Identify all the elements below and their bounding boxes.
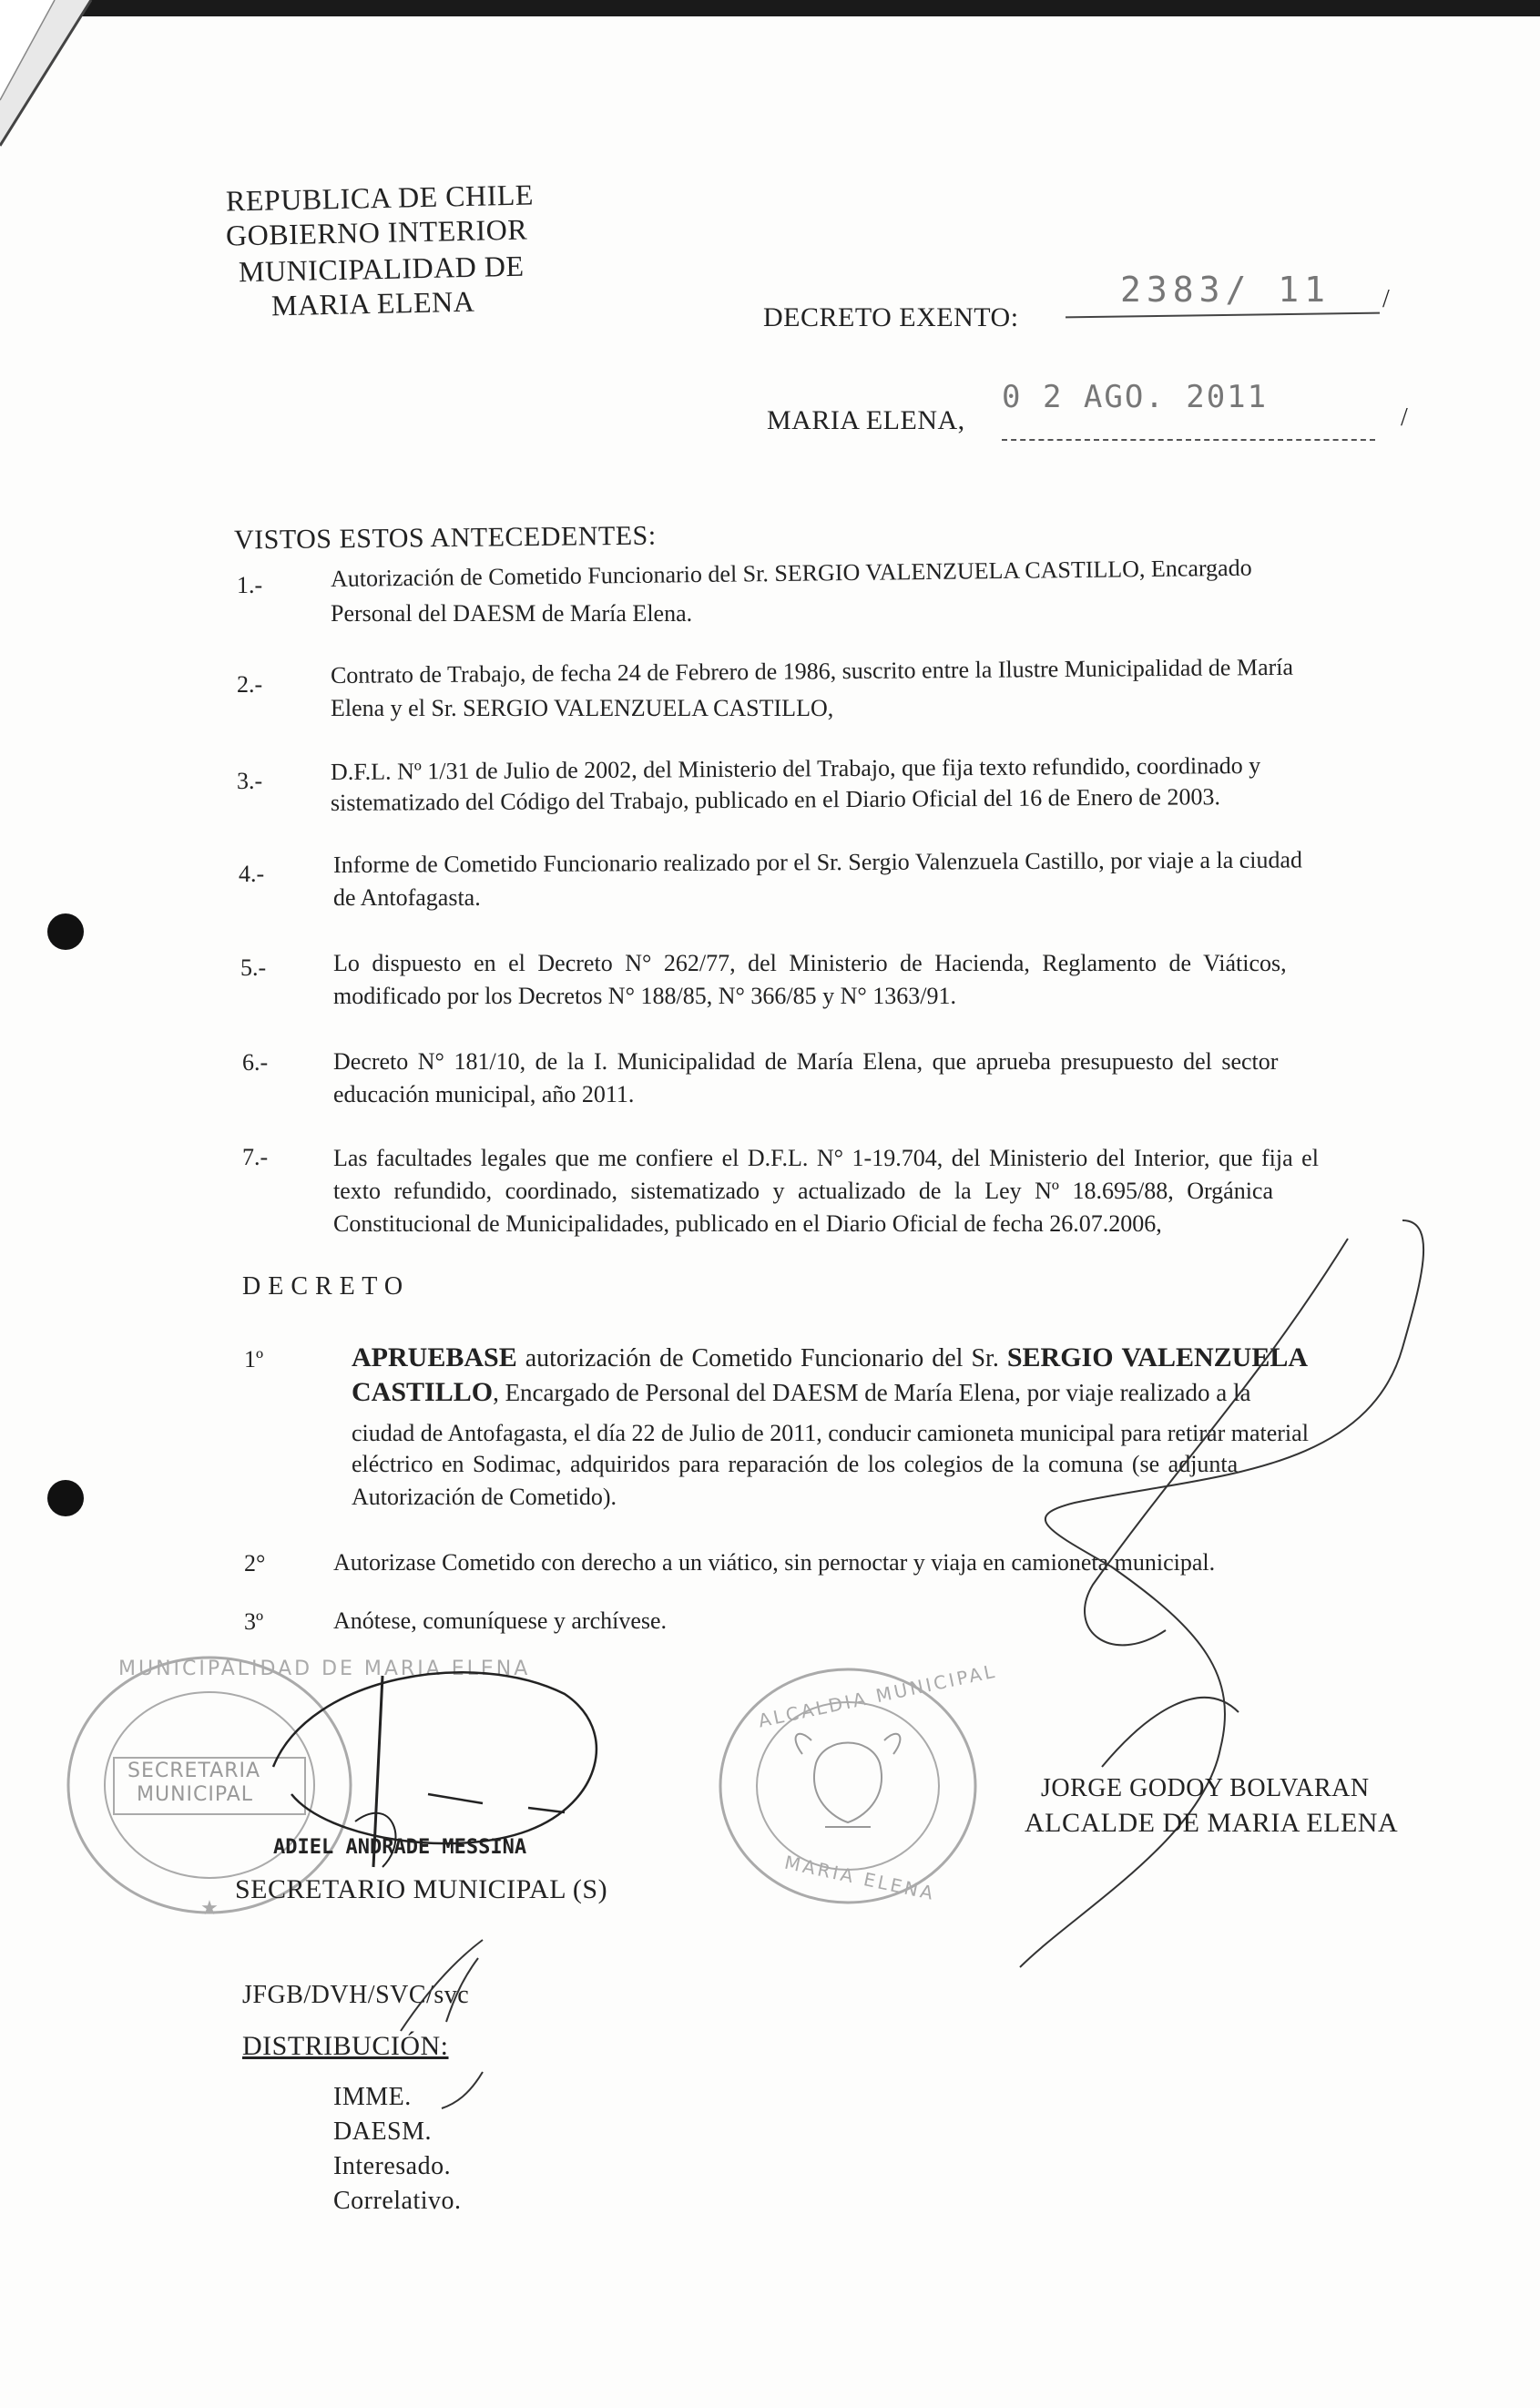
vistos-item-4-line-2: de Antofagasta. <box>333 884 481 911</box>
employee-name-part-2: CASTILLO <box>352 1377 494 1407</box>
decreto-item-2-number: 2° <box>244 1550 266 1576</box>
vistos-item-2-line-1: Contrato de Trabajo, de fecha 24 de Febrero de 1986, suscrito entre la Ilustre Municipalidad de María <box>330 653 1294 689</box>
vistos-item-5-line-1: Lo dispuesto en el Decreto N° 262/77, del Ministerio de Hacienda, Reglamento de Viáticos, <box>333 950 1287 976</box>
vistos-item-1-line-2: Personal del DAESM de María Elena. <box>331 600 693 627</box>
date-stamp: 0 2 AGO. 2011 <box>1002 379 1269 415</box>
alcalde-name: JORGE GODOY BOLVARAN <box>1041 1774 1370 1802</box>
date-slash: / <box>1401 403 1409 432</box>
decree-number-slash: / <box>1382 285 1391 313</box>
punch-hole-top <box>47 913 84 950</box>
vistos-item-6-line-2: educación municipal, año 2011. <box>333 1081 635 1107</box>
vistos-item-7-line-2: texto refundido, coordinado, sistematizado y actualizado de la Ley Nº 18.695/88, Orgánica <box>333 1178 1274 1204</box>
vistos-item-1-number: 1.- <box>237 572 263 598</box>
vistos-item-2-number: 2.- <box>237 671 263 698</box>
left-stamp-center-2: MUNICIPAL <box>137 1783 254 1806</box>
scan-top-border <box>0 0 1540 16</box>
place-label: MARIA ELENA, <box>767 405 965 435</box>
decreto-item-3-line-1: Anótese, comuníquese y archívese. <box>333 1607 668 1634</box>
decree-label: DECRETO EXENTO: <box>763 302 1019 332</box>
left-stamp-center-1: SECRETARIA <box>127 1760 261 1782</box>
vistos-item-3-line-2: sistematizado del Código del Trabajo, publicado en el Diario Oficial del 16 de Enero de 2003. <box>330 783 1221 816</box>
vistos-item-1-line-1: Autorización de Cometido Funcionario del Sr. SERGIO VALENZUELA CASTILLO, Encargado <box>330 554 1252 592</box>
distribution-item: Correlativo. <box>333 2187 462 2215</box>
right-stamp-ring-top: ALCALDIA MUNICIPAL <box>756 1659 999 1732</box>
decreto-item-1-line-4: eléctrico en Sodimac, adquiridos para reparación de los colegios de la comuna (se adjunta <box>352 1451 1239 1477</box>
vistos-item-4-number: 4.- <box>239 861 265 887</box>
date-line <box>1002 439 1375 441</box>
imme-check-mark <box>437 2067 492 2122</box>
header-republica: REPUBLICA DE CHILE <box>225 178 535 218</box>
vistos-item-3-line-1: D.F.L. Nº 1/31 de Julio de 2002, del Ministerio del Trabajo, que fija texto refundido, coordinado y <box>330 751 1261 785</box>
vistos-item-5-number: 5.- <box>240 954 267 981</box>
distribution-item: IMME. <box>333 2083 412 2111</box>
right-stamp-ring-bottom: MARIA ELENA <box>782 1851 938 1905</box>
decree-number-line <box>1066 312 1380 319</box>
apruebase-label: APRUEBASE <box>352 1342 517 1372</box>
initials-tick-mark <box>392 1931 492 2040</box>
vistos-item-5-line-2: modificado por los Decretos N° 188/85, N° 366/85 y N° 1363/91. <box>333 983 956 1009</box>
secretario-title: SECRETARIO MUNICIPAL (S) <box>235 1874 608 1904</box>
initials: JFGB/DVH/SVC/svc <box>242 1981 470 2009</box>
decreto-item-1-number: 1º <box>244 1346 264 1372</box>
vistos-item-7-line-1: Las facultades legales que me confiere el D.F.L. N° 1-19.704, del Ministerio del Interior, que fija el <box>333 1145 1319 1171</box>
employee-name-part-1: SERGIO VALENZUELA <box>1006 1342 1308 1372</box>
folded-corner <box>0 0 182 182</box>
distribution-item: DAESM. <box>333 2117 433 2146</box>
decreto-item-1-line-5: Autorización de Cometido). <box>352 1484 617 1510</box>
header-municipalidad: MUNICIPALIDAD DE <box>238 249 525 289</box>
decreto-title: D E C R E T O <box>242 1272 403 1301</box>
decree-number: 2383/ 11 <box>1120 270 1331 310</box>
distribution-label: DISTRIBUCIÓN: <box>242 2031 449 2061</box>
decreto-item-1-line-3: ciudad de Antofagasta, el día 22 de Julio de 2011, conducir camioneta municipal para retirar material <box>352 1420 1309 1446</box>
alcalde-title: ALCALDE DE MARIA ELENA <box>1025 1808 1399 1838</box>
vistos-item-2-line-2: Elena y el Sr. SERGIO VALENZUELA CASTILLO, <box>331 695 834 721</box>
header-maria-elena: MARIA ELENA <box>270 284 475 322</box>
alcalde-signature-scribble <box>911 1202 1494 1985</box>
decreto-item-2-line-1: Autorizase Cometido con derecho a un viático, sin pernoctar y viaja en camioneta municipal. <box>333 1549 1216 1576</box>
distribution-item: Interesado. <box>333 2152 452 2180</box>
secretario-name: ADIEL ANDRADE MESSINA <box>273 1836 527 1859</box>
vistos-item-3-number: 3.- <box>237 768 263 794</box>
header-gobierno: GOBIERNO INTERIOR <box>225 212 528 252</box>
decreto-item-1-text-2: , Encargado de Personal del DAESM de María Elena, por viaje realizado a la <box>493 1379 1251 1406</box>
decreto-item-3-number: 3º <box>244 1608 264 1635</box>
svg-text:★: ★ <box>200 1897 219 1920</box>
vistos-item-7-number: 7.- <box>242 1144 269 1170</box>
vistos-title: VISTOS ESTOS ANTECEDENTES: <box>233 520 657 556</box>
vistos-item-6-line-1: Decreto N° 181/10, de la I. Municipalidad de María Elena, que aprueba presupuesto del sector <box>333 1048 1279 1075</box>
decreto-item-1-text-1: autorización de Cometido Funcionario del Sr. <box>516 1344 1007 1372</box>
punch-hole-bottom <box>47 1480 84 1516</box>
vistos-item-4-line-1: Informe de Cometido Funcionario realizado por el Sr. Sergio Valenzuela Castillo, por viaje a la ciudad <box>332 846 1303 878</box>
vistos-item-6-number: 6.- <box>242 1049 269 1076</box>
left-stamp-ring-text: MUNICIPALIDAD DE MARIA ELENA <box>118 1658 531 1680</box>
vistos-item-7-line-3: Constitucional de Municipalidades, publicado en el Diario Oficial de fecha 26.07.2006, <box>333 1210 1162 1237</box>
